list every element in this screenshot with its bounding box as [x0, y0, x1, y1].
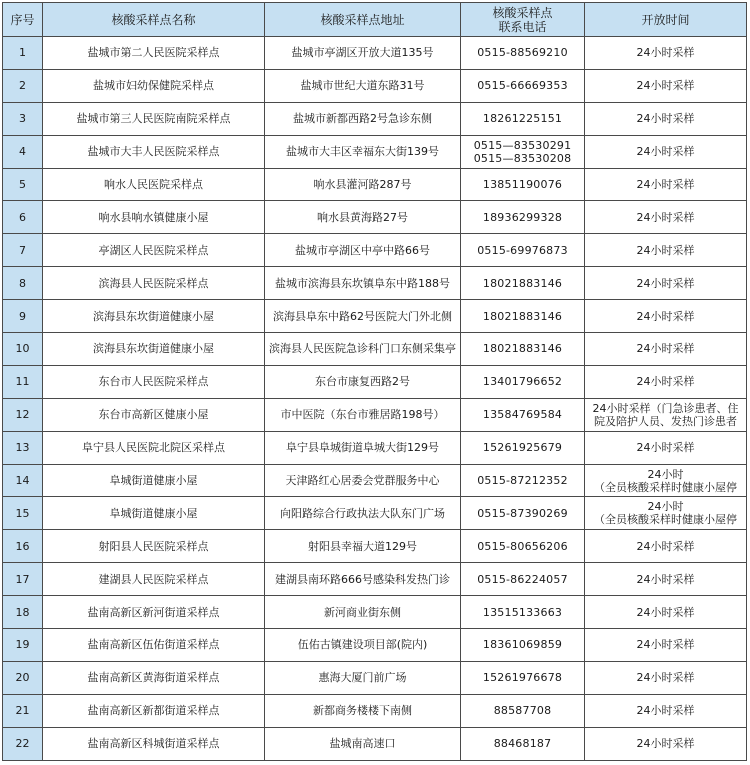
table-row [3, 102, 747, 135]
phone-line: 13401796652 [482, 375, 563, 389]
row-number: 18 [3, 596, 43, 629]
site-hours [585, 234, 747, 267]
table-row [3, 596, 747, 629]
hours-line: 24小时采样 [636, 309, 695, 323]
site-hours [585, 727, 747, 760]
header-name: 核酸采样点名称 [43, 3, 265, 37]
site-address: 射阳县幸福大道129号 [265, 530, 461, 563]
table-row [3, 727, 747, 760]
hours-line: 24小时采样 [636, 605, 695, 619]
hours-line: 24小时采样 [636, 276, 695, 290]
site-name: 响水人民医院采样点 [43, 168, 265, 201]
row-number: 10 [3, 333, 43, 366]
site-phone [461, 234, 585, 267]
header-phone-line2: 联系电话 [498, 19, 547, 34]
site-address: 滨海县阜东中路62号医院大门外北侧 [265, 300, 461, 333]
header-hours: 开放时间 [585, 3, 747, 37]
row-number: 15 [3, 497, 43, 530]
hours-line: 24小时采样 [636, 342, 695, 356]
table-row [3, 201, 747, 234]
site-phone [461, 267, 585, 300]
row-number: 13 [3, 431, 43, 464]
table-row [3, 267, 747, 300]
site-hours [585, 596, 747, 629]
site-name: 盐南高新区伍佑街道采样点 [43, 629, 265, 662]
site-name: 盐南高新区科城街道采样点 [43, 727, 265, 760]
site-hours [585, 365, 747, 398]
row-number: 7 [3, 234, 43, 267]
table-row [3, 661, 747, 694]
site-phone [461, 37, 585, 70]
phone-line: 13584769584 [482, 408, 563, 422]
site-hours [585, 530, 747, 563]
phone-line: 18261225151 [482, 112, 563, 126]
site-address: 建湖县南环路666号感染科发热门诊 [265, 563, 461, 596]
row-number: 17 [3, 563, 43, 596]
phone-line: 13851190076 [482, 178, 563, 191]
table-row [3, 37, 747, 70]
site-address: 伍佑古镇建设项目部(院内) [265, 629, 461, 662]
site-address: 惠海大厦门前广场 [265, 661, 461, 694]
site-hours [585, 300, 747, 333]
hours-line: 24小时采样 [636, 638, 695, 652]
hours-line: 24小时采样 [636, 539, 695, 553]
phone-line: 0515—83530291 [473, 138, 572, 152]
site-address: 市中医院（东台市雅居路198号） [265, 398, 461, 431]
site-name: 阜城街道健康小屋 [43, 497, 265, 530]
table-row [3, 694, 747, 727]
row-number: 8 [3, 267, 43, 300]
site-hours [585, 201, 747, 234]
site-address: 阜宁县阜城街道阜城大街129号 [265, 431, 461, 464]
site-phone [461, 694, 585, 727]
site-phone [461, 300, 585, 333]
phone-line: 0515-66669353 [477, 79, 568, 93]
row-number: 21 [3, 694, 43, 727]
table-row [3, 464, 747, 497]
phone-line: 0515-87390269 [477, 506, 568, 520]
row-number: 9 [3, 300, 43, 333]
sampling-sites-table [2, 2, 747, 761]
site-name: 射阳县人民医院采样点 [43, 530, 265, 563]
phone-line: 18021883146 [482, 276, 563, 290]
phone-line: 0515-86224057 [477, 572, 568, 586]
site-phone [461, 596, 585, 629]
site-address: 盐城市滨海县东坎镇阜东中路188号 [265, 267, 461, 300]
table-header [3, 3, 747, 37]
row-number: 4 [3, 135, 43, 168]
phone-line: 88468187 [493, 737, 552, 751]
header-address: 核酸采样点地址 [265, 3, 461, 37]
site-name: 盐南高新区黄海街道采样点 [43, 661, 265, 694]
site-phone [461, 201, 585, 234]
site-address: 盐城市世纪大道东路31号 [265, 69, 461, 102]
site-address: 新都商务楼楼下南侧 [265, 694, 461, 727]
hours-line: 24小时采样 [636, 145, 695, 159]
row-number: 11 [3, 365, 43, 398]
hours-line: 24小时采样 [636, 112, 695, 126]
hours-line: 24小时采样 [636, 572, 695, 586]
phone-line: 13515133663 [482, 605, 563, 619]
site-hours [585, 694, 747, 727]
table-row [3, 563, 747, 596]
site-phone [461, 563, 585, 596]
table-body [3, 37, 747, 761]
site-hours [585, 464, 747, 497]
row-number: 5 [3, 168, 43, 201]
site-hours [585, 102, 747, 135]
site-hours [585, 661, 747, 694]
row-number: 3 [3, 102, 43, 135]
hours-line: 院及陪护人员、发热门诊患者 [594, 414, 737, 428]
site-hours [585, 267, 747, 300]
table-row [3, 168, 747, 201]
sampling-sites-table-container [2, 2, 746, 760]
site-name: 滨海县东坎街道健康小屋 [43, 333, 265, 366]
site-name: 滨海县人民医院采样点 [43, 267, 265, 300]
site-name: 亭湖区人民医院采样点 [43, 234, 265, 267]
site-hours [585, 431, 747, 464]
site-address: 天津路红心居委会党群服务中心 [265, 464, 461, 497]
row-number: 14 [3, 464, 43, 497]
row-number: 1 [3, 37, 43, 70]
site-phone [461, 530, 585, 563]
site-name: 阜城街道健康小屋 [43, 464, 265, 497]
hours-line: 24小时采样 [636, 178, 695, 191]
site-phone [461, 69, 585, 102]
site-address: 响水县黄海路27号 [265, 201, 461, 234]
site-hours [585, 629, 747, 662]
hours-line: 24小时采样 [636, 79, 695, 93]
table-row [3, 365, 747, 398]
site-hours [585, 398, 747, 431]
site-hours [585, 168, 747, 201]
site-hours [585, 37, 747, 70]
table-row [3, 333, 747, 366]
site-address: 盐城市亭湖区开放大道135号 [265, 37, 461, 70]
site-address: 东台市康复西路2号 [265, 365, 461, 398]
phone-line: 18361069859 [482, 638, 563, 652]
site-address: 盐城南高速口 [265, 727, 461, 760]
table-row [3, 135, 747, 168]
phone-line: 18021883146 [482, 309, 563, 323]
hours-line: 24小时采样 [636, 375, 695, 389]
hours-line: 24小时采样 [636, 210, 695, 224]
site-hours [585, 497, 747, 530]
phone-line: 15261925679 [482, 441, 563, 455]
site-address: 盐城市大丰区幸福东大街139号 [265, 135, 461, 168]
site-phone [461, 431, 585, 464]
table-row [3, 69, 747, 102]
row-number: 22 [3, 727, 43, 760]
phone-line: 0515-87212352 [477, 474, 568, 488]
table-row [3, 300, 747, 333]
site-phone [461, 661, 585, 694]
site-address: 向阳路综合行政执法大队东门广场 [265, 497, 461, 530]
header-row [3, 3, 747, 37]
header-no: 序号 [3, 3, 43, 37]
row-number: 16 [3, 530, 43, 563]
site-name: 东台市高新区健康小屋 [43, 398, 265, 431]
site-hours [585, 563, 747, 596]
row-number: 6 [3, 201, 43, 234]
site-name: 盐城市大丰人民医院采样点 [43, 135, 265, 168]
site-phone [461, 365, 585, 398]
site-name: 阜宁县人民医院北院区采样点 [43, 431, 265, 464]
site-name: 盐南高新区新都街道采样点 [43, 694, 265, 727]
phone-line: 18936299328 [482, 210, 563, 224]
site-hours [585, 69, 747, 102]
site-address: 响水县灌河路287号 [265, 168, 461, 201]
hours-line: 24小时 [647, 500, 684, 514]
site-name: 建湖县人民医院采样点 [43, 563, 265, 596]
site-phone [461, 102, 585, 135]
phone-line: 0515-80656206 [477, 539, 568, 553]
hours-line: 24小时采样 [636, 441, 695, 455]
site-name: 盐南高新区新河街道采样点 [43, 596, 265, 629]
site-address: 盐城市新都西路2号急诊东侧 [265, 102, 461, 135]
row-number: 20 [3, 661, 43, 694]
hours-line: 24小时采样 [636, 704, 695, 718]
site-address: 盐城市亭湖区中亭中路66号 [265, 234, 461, 267]
site-phone [461, 464, 585, 497]
table-row [3, 497, 747, 530]
hours-line: 24小时 [647, 467, 684, 481]
phone-line: 0515-69976873 [477, 243, 568, 257]
site-address: 滨海县人民医院急诊科门口东侧采集亭 [265, 333, 461, 366]
site-phone [461, 168, 585, 201]
site-hours [585, 135, 747, 168]
hours-line: 24小时采样 [636, 671, 695, 685]
table-row [3, 398, 747, 431]
hours-line: 24小时采样 [636, 243, 695, 257]
table-row [3, 234, 747, 267]
site-name: 滨海县东坎街道健康小屋 [43, 300, 265, 333]
site-name: 东台市人民医院采样点 [43, 365, 265, 398]
row-number: 12 [3, 398, 43, 431]
site-phone [461, 497, 585, 530]
hours-line: 24小时采样 [636, 737, 695, 751]
phone-line: 0515-88569210 [477, 46, 568, 60]
hours-line: （全员核酸采样时健康小屋停 [594, 480, 737, 494]
site-phone [461, 398, 585, 431]
site-name: 盐城市妇幼保健院采样点 [43, 69, 265, 102]
phone-line: 88587708 [493, 704, 552, 718]
site-hours [585, 333, 747, 366]
row-number: 19 [3, 629, 43, 662]
hours-line: 24小时采样 [636, 46, 695, 60]
site-name: 响水县响水镇健康小屋 [43, 201, 265, 234]
site-phone [461, 333, 585, 366]
site-phone [461, 727, 585, 760]
phone-line: 18021883146 [482, 342, 563, 356]
hours-line: 24小时采样（门急诊患者、住 [592, 401, 739, 415]
site-address: 新河商业街东侧 [265, 596, 461, 629]
table-row [3, 431, 747, 464]
hours-line: （全员核酸采样时健康小屋停 [594, 513, 737, 527]
header-phone [461, 3, 585, 37]
site-name: 盐城市第三人民医院南院采样点 [43, 102, 265, 135]
row-number: 2 [3, 69, 43, 102]
site-name: 盐城市第二人民医院采样点 [43, 37, 265, 70]
phone-line: 15261976678 [482, 671, 563, 685]
header-phone-line1: 核酸采样点 [492, 5, 553, 20]
phone-line: 0515—83530208 [473, 151, 572, 165]
site-phone [461, 629, 585, 662]
table-row [3, 629, 747, 662]
table-row [3, 530, 747, 563]
site-phone [461, 135, 585, 168]
